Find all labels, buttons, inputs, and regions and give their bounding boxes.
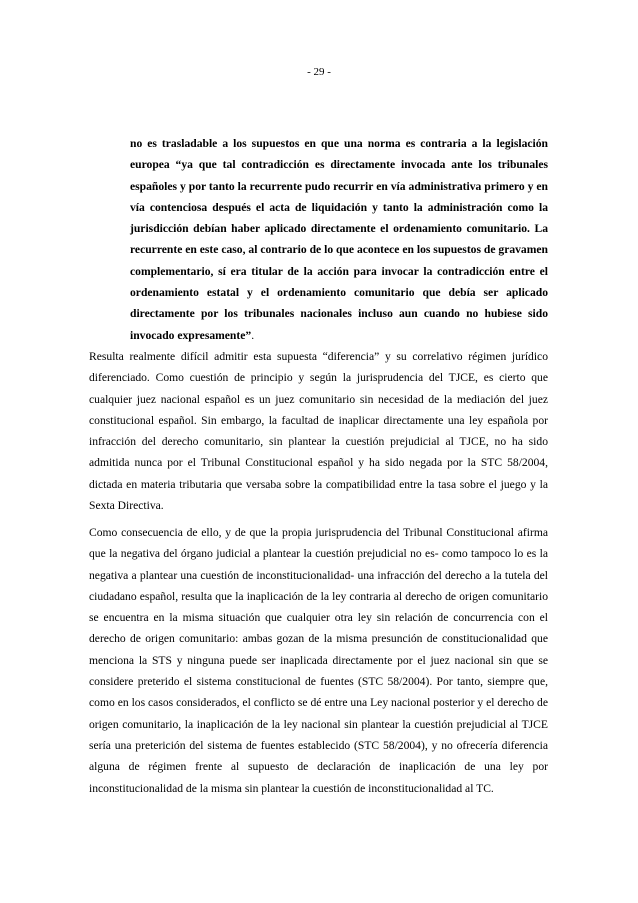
page-number: - 29 -: [307, 66, 331, 78]
body-paragraph-1: Resulta realmente difícil admitir esta supuesta “diferencia” y su correlativo régimen jurídico diferenciado. Como cuestión de principio y según la jurisprudencia del TJCE, es cierto que cualquier juez nacional español es un juez comunitario sin necesidad de la mediación del juez constitucional español. Sin embargo, la facultad de inaplicar directamente una ley española por infracción del derecho comunitario, sin plantear la cuestión prejudicial al TJCE, no ha sido admitida nunca por el Tribunal Constitucional español y ha sido negada por la STC 58/2004, dictada en materia tributaria que versaba sobre la compatibilidad entre la tasa sobre el juego y la Sexta Directiva.: [89, 350, 548, 513]
body-paragraph-2: Como consecuencia de ello, y de que la propia jurisprudencia del Tribunal Constitucional afirma que la negativa del órgano judicial a plantear la cuestión prejudicial no es- como tampoco lo es la negativa a plantear una cuestión de inconstitucionalidad- una infracción del derecho a la tutela del ciudadano español, resulta que la inaplicación de la ley contraria al derecho de origen comunitario se encuentra en la misma situación que cualquier otra ley sin relación de concurrencia con el derecho de origen comunitario: ambas gozan de la misma presunción de constitucionalidad que menciona la STS y ninguna puede ser inaplicada directamente por el juez nacional sin que se considere preterido el sistema constitucional de fuentes (STC 58/2004). Por tanto, siempre que, como en los casos considerados, el conflicto se dé entre una Ley nacional posterior y el derecho de origen comunitario, la inaplicación de la ley nacional sin plantear la cuestión prejudicial al TJCE sería una preterición del sistema de fuentes establecido (STC 58/2004), y no ofrecería diferencia alguna de régimen frente al supuesto de declaración de inaplicación de una ley por inconstitucionalidad de la misma sin plantear la cuestión de inconstitucionalidad al TC.: [89, 526, 548, 795]
block-quote-end: .: [251, 328, 255, 342]
block-quote-text: no es trasladable a los supuestos en que una norma es contraria a la legislación europea “ya que tal contradicción es directamente invocada ante los tribunales españoles y por tanto la recurrente pudo recurrir en vía administrativa primero y en vía contenciosa después el acta de liquidación y tanto la administración como la jurisdicción debían haber aplicado directamente el ordenamiento comunitario. La recurrente en este caso, al contrario de lo que acontece en los supuestos de gravamen complementario, sí era titular de la acción para invocar la contradicción entre el ordenamiento estatal y el ordenamiento comunitario que debía ser aplicado directamente por los tribunales nacionales incluso aun cuando no hubiese sido invocado expresamente”: [130, 137, 548, 342]
block-quote: [130, 133, 548, 346]
